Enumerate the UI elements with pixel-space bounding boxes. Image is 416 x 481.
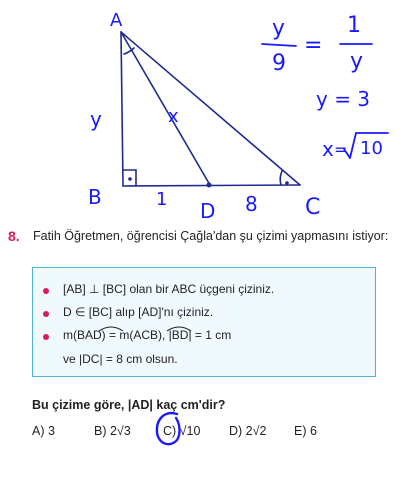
option-d[interactable]: D) 2√2 bbox=[229, 424, 267, 438]
bullet-3 bbox=[43, 334, 49, 340]
angle-c-mark bbox=[280, 171, 282, 185]
option-e[interactable]: E) 6 bbox=[294, 424, 317, 438]
vertex-b-label: B bbox=[88, 185, 102, 209]
eq1-left-denominator: 9 bbox=[272, 51, 286, 76]
fraction-bar-left bbox=[262, 44, 296, 46]
option-b[interactable]: B) 2√3 bbox=[94, 424, 131, 438]
eq3-equals: = bbox=[334, 140, 348, 159]
option-a[interactable]: A) 3 bbox=[32, 424, 55, 438]
eq3-radicand: 10 bbox=[360, 138, 383, 159]
segment-ad-line bbox=[121, 32, 210, 185]
vertex-a-label: A bbox=[110, 10, 123, 31]
eq1-left-numerator: y bbox=[272, 16, 286, 41]
angle-hats bbox=[95, 323, 205, 333]
eq3-root-check bbox=[350, 133, 356, 158]
eq1-equals: = bbox=[304, 33, 323, 58]
segment-dc-label: 8 bbox=[245, 192, 258, 216]
question-stem-text: Fatih Öğretmen, öğrencisi Çağla'dan şu çizimi yapmasını istiyor: bbox=[33, 229, 389, 243]
b-dot bbox=[128, 177, 132, 181]
question-prompt: Bu çizime göre, |AD| kaç cm'dir? bbox=[32, 398, 226, 412]
eq2-text: y = 3 bbox=[316, 87, 371, 111]
side-bc-line bbox=[123, 185, 300, 186]
answer-circle-mark bbox=[150, 408, 190, 450]
c-dot bbox=[285, 181, 289, 185]
instruction-line-4: ve |DC| = 8 cm olsun. bbox=[63, 352, 178, 366]
instructions-box bbox=[32, 267, 376, 377]
eq3-x: x bbox=[322, 137, 334, 161]
side-ad-label: x bbox=[168, 106, 179, 127]
eq1-right-numerator: 1 bbox=[347, 13, 361, 38]
bullet-2 bbox=[43, 311, 49, 317]
instruction-line-1: [AB] ⊥ [BC] olan bir ABC üçgeni çiziniz. bbox=[63, 282, 275, 296]
option-c[interactable]: C) √10 bbox=[163, 424, 201, 438]
instruction-line-3: m(BAD) = m(ACB), |BD| = 1 cm bbox=[63, 328, 232, 342]
segment-bd-label: 1 bbox=[156, 189, 168, 210]
point-d-dot bbox=[207, 183, 212, 188]
side-ab-label: y bbox=[90, 107, 102, 131]
question-stem bbox=[30, 227, 408, 245]
instruction-line-2: D ∈ [BC] alıp [AD]'nı çiziniz. bbox=[63, 305, 214, 319]
vertex-d-label: D bbox=[200, 199, 216, 223]
eq1-right-denominator: y bbox=[350, 49, 364, 74]
side-ab-line bbox=[121, 32, 123, 186]
question-number: 8. bbox=[8, 228, 20, 244]
triangle-figure bbox=[0, 0, 416, 225]
vertex-c-label: C bbox=[305, 195, 321, 220]
bullet-1 bbox=[43, 288, 49, 294]
